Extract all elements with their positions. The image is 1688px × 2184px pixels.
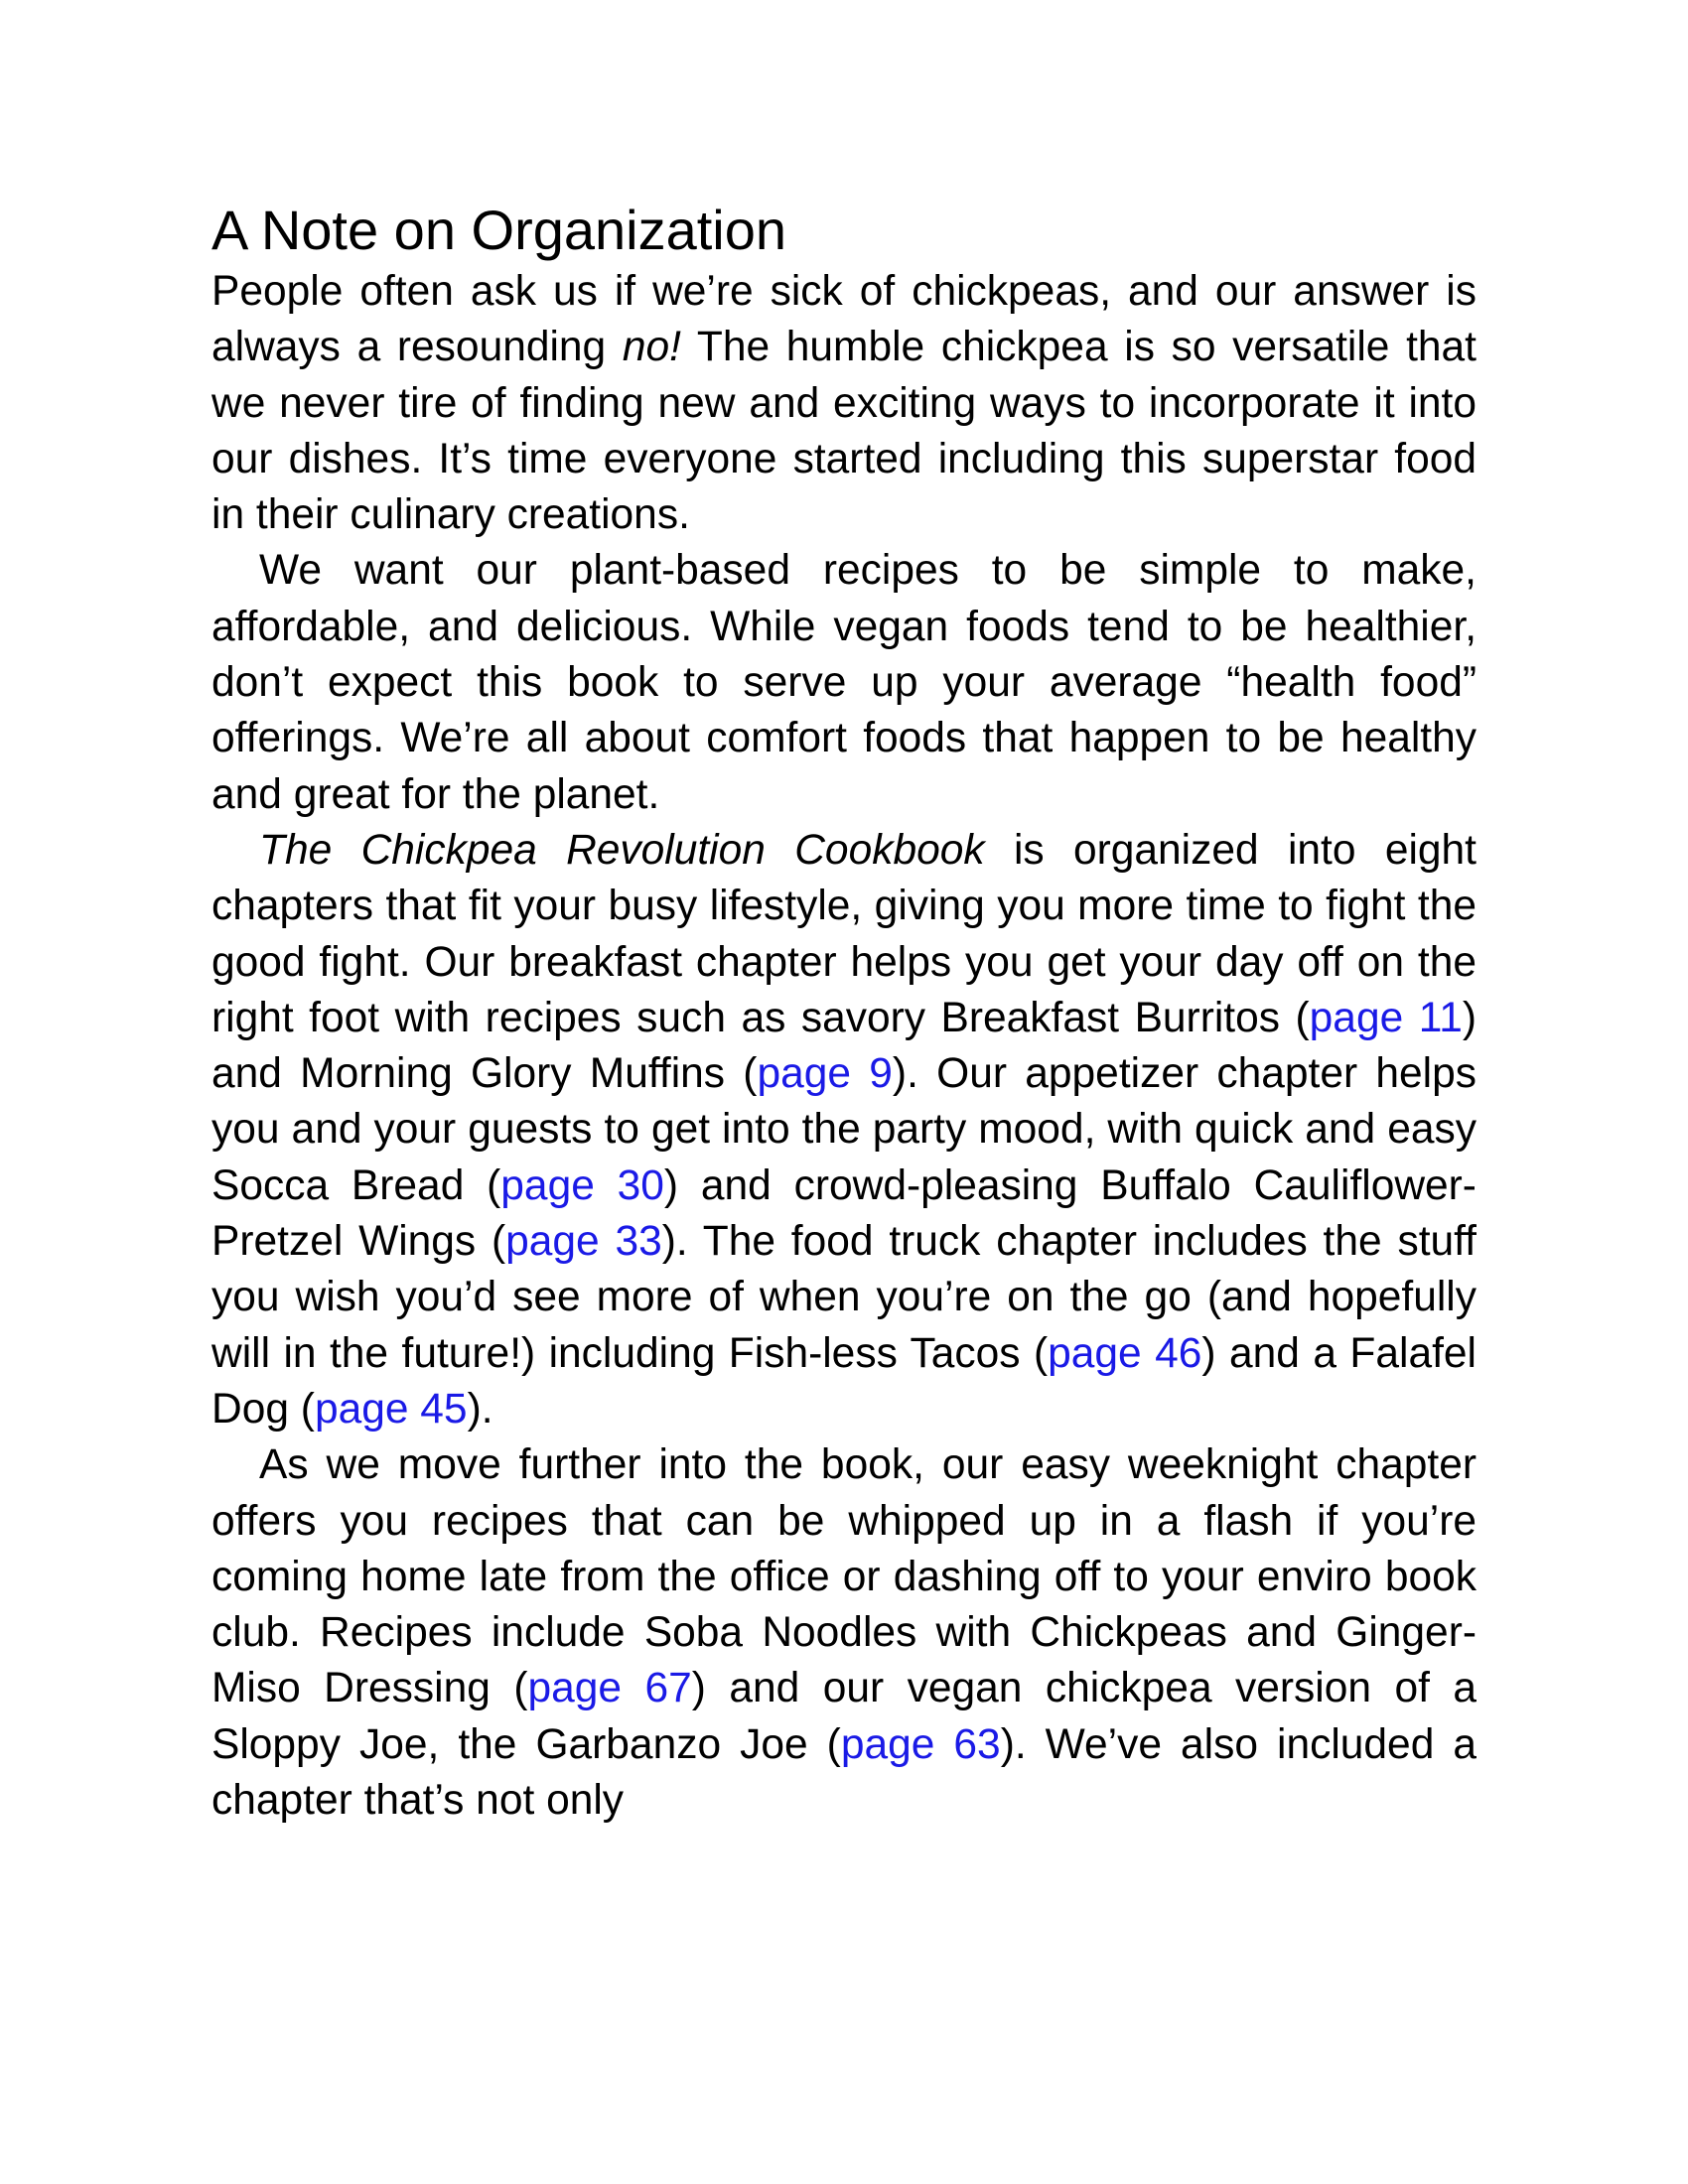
paragraph-text: ). We’ve also included a chapter that’s not only (211, 1720, 1477, 1825)
document-page (211, 199, 1477, 1829)
paragraph-text: ). (467, 1385, 493, 1433)
paragraph-intro (211, 264, 1477, 543)
paragraph-text: ) and Morning Glory Muffins ( (211, 994, 1477, 1098)
paragraph-text: ) and our vegan chickpea version of a Sloppy Joe, the Garbanzo Joe ( (211, 1665, 1477, 1768)
paragraph-text: As we move further into the book, our easy weeknight chapter offers you recipes that can be whipped up in a flash if you’re coming home late from the office or dashing off to your enviro book club. Recipes include Soba Noodles with Chickpeas and Ginger-Miso Dressing ( (211, 1441, 1477, 1712)
paragraph-weeknight (211, 1437, 1477, 1829)
book-title-italic: The Chickpea Revolution Cookbook (259, 826, 985, 874)
paragraph-text: ) and a Falafel Dog ( (211, 1329, 1477, 1433)
paragraph-text: ) and crowd-pleasing Buffalo Cauliflower-Pretzel Wings ( (211, 1161, 1477, 1266)
page-link-fishless-tacos[interactable]: page 46 (1048, 1329, 1202, 1377)
paragraph-text: is organized into eight chapters that fit your busy lifestyle, giving you more time to fight the good fight. Our breakfast chapter helps you get your day off on the right foot with recipes such as savory Breakfast Burritos ( (211, 826, 1477, 1041)
page-link-socca-bread[interactable]: page 30 (500, 1161, 664, 1209)
page-link-soba-noodles[interactable]: page 67 (527, 1665, 692, 1712)
paragraph-text: The humble chickpea is so versatile that we never tire of finding new and exciting ways to incorporate it into our dishes. It’s time everyone started including this superstar food in their culinary creations. (211, 324, 1477, 539)
paragraph-chapters (211, 823, 1477, 1437)
paragraph-philosophy (211, 543, 1477, 822)
paragraph-text: ). The food truck chapter includes the stuff you wish you’d see more of when you’re on the go (and hopefully will in the future!) including Fish-less Tacos ( (211, 1218, 1477, 1377)
page-link-garbanzo-joe[interactable]: page 63 (840, 1720, 1001, 1768)
paragraph-text: ). Our appetizer chapter helps you and your guests to get into the party mood, with quick and easy Socca Bread ( (211, 1050, 1477, 1209)
page-link-breakfast-burritos[interactable]: page 11 (1309, 994, 1463, 1041)
page-link-cauliflower-wings[interactable]: page 33 (505, 1218, 662, 1266)
page-title: A Note on Organization (211, 199, 787, 261)
page-link-falafel-dog[interactable]: page 45 (314, 1385, 468, 1433)
paragraph-text: People often ask us if we’re sick of chickpeas, and our answer is always a resounding (211, 268, 1477, 371)
emphasis-text: no! (622, 324, 681, 371)
paragraph-text: We want our plant-based recipes to be simple to make, affordable, and delicious. While vegan foods tend to be healthier, don’t expect this book to serve up your average “health food” offerings. We’re all about comfort foods that happen to be healthy and great for the planet. (211, 547, 1477, 818)
page-link-morning-glory-muffins[interactable]: page 9 (757, 1050, 893, 1098)
